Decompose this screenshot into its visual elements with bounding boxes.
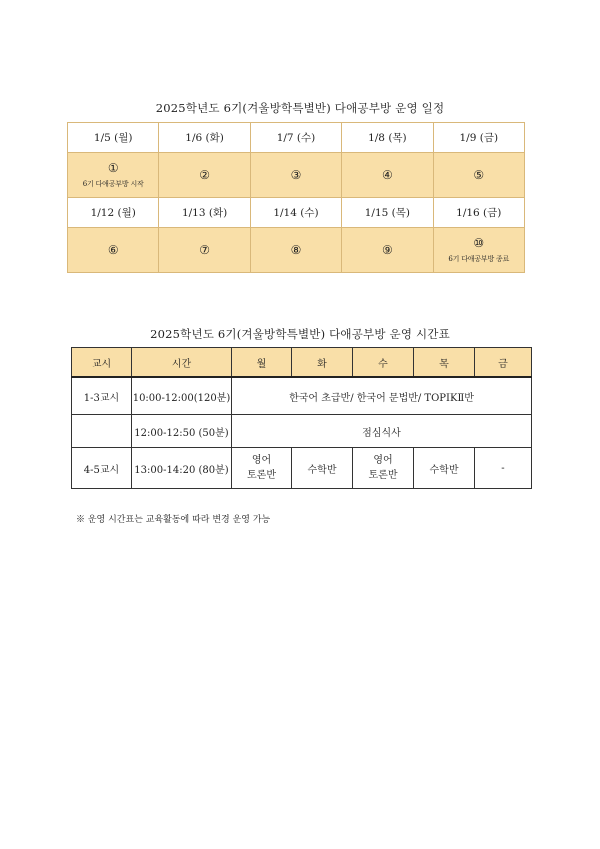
day-mark-cell — [433, 153, 524, 198]
day-mark-cell — [433, 228, 524, 273]
class-cell-tue: 수학반 — [292, 448, 353, 489]
date-cell: 1/12 (월) — [68, 198, 159, 228]
day-note: 6기 다애공부방 종료 — [448, 255, 510, 263]
class-cell-fri: - — [475, 448, 532, 489]
day-mark-cell — [68, 228, 159, 273]
date-cell: 1/9 (금) — [433, 123, 524, 153]
table-row — [72, 448, 532, 489]
footnote: ※ 운영 시간표는 교육활동에 따라 변경 운영 가능 — [76, 515, 271, 525]
date-cell: 1/8 (목) — [342, 123, 433, 153]
day-mark-cell — [159, 153, 250, 198]
week2-marks-row — [68, 228, 525, 273]
date-cell: 1/6 (화) — [159, 123, 250, 153]
day-mark-cell — [342, 153, 433, 198]
date-cell: 1/13 (화) — [159, 198, 250, 228]
table-row — [72, 377, 532, 415]
class-cell-mon — [232, 448, 292, 489]
merged-class-cell: 한국어 초급반/ 한국어 문법반/ TOPIKⅡ반 — [232, 377, 532, 415]
schedule-title: 2025학년도 6기(겨울방학특별반) 다애공부방 운영 일정 — [155, 101, 445, 115]
lunch-cell: 점심식사 — [232, 415, 532, 448]
day-number: ② — [199, 168, 210, 182]
class-cell-thu: 수학반 — [414, 448, 475, 489]
time-cell: 13:00-14:20 (80분) — [132, 448, 232, 489]
week1-marks-row — [68, 153, 525, 198]
day-number: ④ — [381, 168, 393, 182]
day-number: ⑧ — [290, 243, 302, 257]
header-wed: 수 — [353, 348, 414, 378]
header-tue: 화 — [292, 348, 353, 378]
date-cell: 1/15 (목) — [342, 198, 433, 228]
table-row — [72, 415, 532, 448]
header-thu: 목 — [414, 348, 475, 378]
date-cell: 1/14 (수) — [250, 198, 341, 228]
day-mark-cell — [68, 153, 159, 198]
day-number: ③ — [290, 168, 302, 182]
date-cell: 1/7 (수) — [250, 123, 341, 153]
day-mark-cell — [250, 228, 341, 273]
timetable-header-row — [72, 348, 532, 378]
date-cell: 1/16 (금) — [433, 198, 524, 228]
period-cell: 1-3교시 — [72, 377, 132, 415]
timetable-title: 2025학년도 6기(겨울방학특별반) 다애공부방 운영 시간표 — [150, 327, 450, 341]
header-mon: 월 — [232, 348, 292, 378]
date-cell: 1/5 (월) — [68, 123, 159, 153]
day-note: 6기 다애공부방 시작 — [82, 180, 144, 188]
time-cell: 10:00-12:00(120분) — [132, 377, 232, 415]
week1-dates-row — [68, 123, 525, 153]
day-number: ⑤ — [473, 168, 485, 182]
day-mark-cell — [250, 153, 341, 198]
day-mark-cell — [342, 228, 433, 273]
class-label: 토론반 — [247, 470, 276, 481]
day-number: ⑩ — [473, 236, 485, 250]
header-period: 교시 — [72, 348, 132, 378]
class-label: 영어 — [373, 455, 393, 466]
week2-dates-row — [68, 198, 525, 228]
timetable — [71, 347, 532, 489]
class-label: 토론반 — [368, 470, 398, 481]
header-time: 시간 — [132, 348, 232, 378]
period-cell — [72, 415, 132, 448]
day-number: ⑦ — [199, 243, 210, 257]
period-cell: 4-5교시 — [72, 448, 132, 489]
class-cell-wed — [353, 448, 414, 489]
class-label: 영어 — [251, 455, 272, 466]
header-fri: 금 — [475, 348, 532, 378]
day-number: ⑥ — [107, 243, 119, 257]
day-mark-cell — [159, 228, 250, 273]
day-number: ① — [107, 161, 119, 175]
day-number: ⑨ — [381, 243, 393, 257]
time-cell: 12:00-12:50 (50분) — [132, 415, 232, 448]
schedule-calendar — [67, 122, 525, 273]
